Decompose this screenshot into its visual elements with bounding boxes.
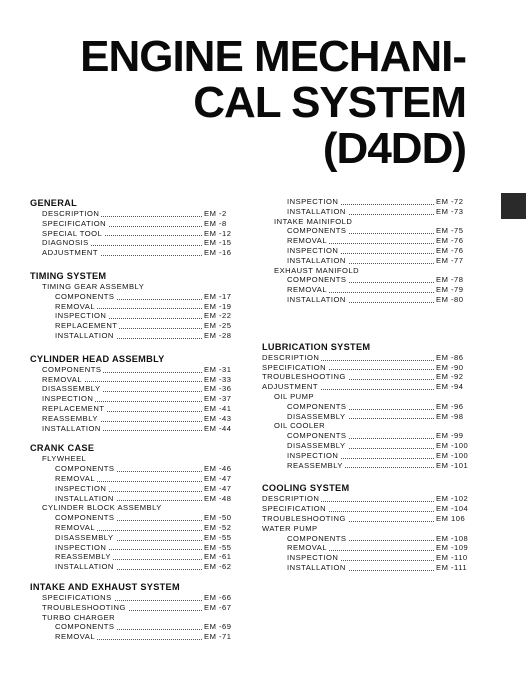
toc-page-number: EM -12 (204, 228, 232, 238)
toc-page-number: EM -109 (436, 543, 469, 553)
toc-entry-label: SPECIFICATION (42, 218, 107, 228)
toc-entry-label: DIAGNOSIS (42, 238, 89, 248)
toc-page-number: EM -79 (436, 285, 464, 295)
spacer (262, 305, 467, 317)
toc-entry[interactable] (30, 603, 235, 613)
toc-page-number: EM -8 (204, 218, 227, 228)
toc-entry-label: INSPECTION (55, 542, 107, 552)
toc-entry-label: DISASSEMBLY (42, 384, 101, 394)
toc-entry[interactable] (262, 207, 467, 217)
toc-page-number: EM -92 (436, 372, 464, 382)
toc-entry-label: INSTALLATION (287, 562, 346, 572)
toc-page-number: EM -66 (204, 592, 232, 602)
section-heading: CYLINDER HEAD ASSEMBLY (30, 353, 165, 364)
toc-page-number: EM -16 (204, 248, 232, 258)
toc-page-number: EM -111 (436, 562, 468, 572)
toc-entry-label: INSTALLATION (287, 255, 346, 265)
toc-entry-label: SPECIFICATIONS (42, 592, 112, 602)
toc-page-number: EM -33 (204, 374, 232, 384)
spacer (262, 470, 467, 482)
toc-entry[interactable] (262, 461, 467, 471)
toc-entry-label: INSTALLATION (287, 206, 346, 216)
toc-subheading-label: FLYWHEEL (42, 454, 87, 464)
toc-page-number: EM -108 (436, 533, 469, 543)
toc-entry-label: SPECIFICATION (262, 362, 327, 372)
toc-page-number: EM -48 (204, 493, 232, 503)
toc-subheading-label: TIMING GEAR ASSEMBLY (42, 281, 145, 291)
toc-entry-label: DISASSEMBLY (287, 440, 346, 450)
toc-entry-label: TROUBLESHOOTING (262, 372, 346, 382)
toc-entry-label: REPLACEMENT (42, 403, 105, 413)
toc-entry-label: INSPECTION (287, 553, 339, 563)
toc-page-number: EM -104 (436, 504, 469, 514)
section-heading: GENERAL (30, 198, 78, 208)
toc-page-number: EM -25 (204, 321, 232, 331)
toc-subheading-label: OIL COOLER (274, 421, 326, 431)
toc-entry-label: INSPECTION (42, 394, 94, 404)
spacer (30, 341, 235, 353)
toc-page-number: EM -46 (204, 464, 232, 474)
toc-entry-label: DISASSEMBLY (55, 532, 114, 542)
toc-entry-label: REMOVAL (287, 236, 328, 246)
toc-page-number: EM -100 (436, 450, 469, 460)
toc-subheading-label: OIL PUMP (274, 391, 315, 401)
section-heading: COOLING SYSTEM (262, 483, 350, 494)
toc-entry-label: INSPECTION (287, 450, 339, 460)
section-heading: INTAKE AND EXHAUST SYSTEM (30, 581, 180, 592)
toc-entry-label: COMPONENTS (55, 464, 115, 474)
toc-entry-label: INSPECTION (55, 311, 107, 321)
toc-entry-label: SPECIFICATION (262, 504, 327, 514)
toc-page-number: EM -73 (436, 206, 464, 216)
toc-subheading-label: EXHAUST MANIFOLD (274, 265, 360, 275)
toc-entry-label: REMOVAL (55, 473, 96, 483)
toc-entry[interactable] (30, 331, 235, 341)
toc-page-number: EM -47 (204, 483, 232, 493)
toc-entry-label: DESCRIPTION (262, 494, 320, 504)
toc-page-number: EM -55 (204, 532, 232, 542)
toc-page-number: EM -31 (204, 364, 232, 374)
section-heading: CRANK CASE (30, 443, 95, 454)
toc-entry-label: COMPONENTS (55, 622, 115, 632)
spacer (30, 433, 235, 442)
toc-page-number: EM -99 (436, 431, 464, 441)
toc-entry[interactable] (262, 295, 467, 305)
toc-entry-label: INSPECTION (287, 197, 339, 206)
chapter-title-line-1: ENGINE MECHANI- (80, 32, 466, 81)
toc-page-number: EM -50 (204, 513, 232, 523)
toc-page-number: EM -94 (436, 382, 464, 392)
toc-entry-label: INSTALLATION (42, 423, 101, 433)
toc-entry-label: COMPONENTS (287, 431, 347, 441)
toc-entry[interactable] (262, 563, 467, 573)
toc-entry-label: REMOVAL (55, 522, 96, 532)
toc-page-number: EM -86 (436, 352, 464, 362)
toc-page-number: EM -62 (204, 562, 232, 572)
toc-page-number: EM -72 (436, 197, 464, 206)
toc-entry-label: INSPECTION (287, 245, 339, 255)
spacer (30, 258, 235, 270)
toc-entry-label: INSTALLATION (55, 493, 114, 503)
toc-page-number: EM -19 (204, 301, 232, 311)
toc-subheading-label: CYLINDER BLOCK ASSEMBLY (42, 503, 162, 513)
toc-entry-label: SPECIAL TOOL (42, 228, 103, 238)
toc-page-number: EM -44 (204, 423, 232, 433)
toc-entry-label: REMOVAL (55, 632, 96, 642)
spacer (262, 317, 467, 329)
toc-page-number: EM -41 (204, 403, 232, 413)
toc-entry-label: INSTALLATION (287, 294, 346, 304)
toc-entry-label: TROUBLESHOOTING (262, 513, 346, 523)
chapter-title-line-3: (D4DD) (322, 124, 466, 173)
toc-page-number: EM -52 (204, 522, 232, 532)
section-tab-marker (501, 193, 526, 219)
chapter-title (80, 34, 466, 172)
toc-page-number: EM -36 (204, 384, 232, 394)
toc-page-number: EM -47 (204, 473, 232, 483)
section-heading: TIMING SYSTEM (30, 270, 107, 281)
toc-entry[interactable] (30, 424, 235, 434)
toc-entry-label: TROUBLESHOOTING (42, 602, 126, 612)
toc-page-number: EM -61 (204, 552, 232, 562)
toc-page-number: EM -90 (436, 362, 464, 372)
toc-entry-label: INSPECTION (55, 483, 107, 493)
chapter-title-line-2: CAL SYSTEM (193, 78, 466, 127)
toc-entry-label: DESCRIPTION (262, 352, 320, 362)
toc-entry-label: REMOVAL (55, 301, 96, 311)
toc-entry-label: REASSEMBLY (42, 413, 98, 423)
toc-entry[interactable] (30, 562, 235, 572)
toc-entry[interactable] (30, 494, 235, 504)
toc-entry[interactable] (262, 256, 467, 266)
toc-page-number: EM -17 (204, 291, 232, 301)
toc-entry-label: COMPONENTS (287, 533, 347, 543)
toc-page-number: EM -37 (204, 394, 232, 404)
toc-page-number: EM -110 (436, 553, 468, 563)
toc-page-number: EM -67 (204, 602, 232, 612)
toc-column-right (262, 197, 467, 573)
toc-entry-label: REMOVAL (42, 374, 83, 384)
toc-page-number: EM -80 (436, 294, 464, 304)
toc-page-number: EM -28 (204, 330, 232, 340)
toc-entry-label: COMPONENTS (287, 226, 347, 236)
toc-page-number: EM -102 (436, 494, 469, 504)
toc-page-number: EM -43 (204, 413, 232, 423)
toc-entry-label: INSTALLATION (55, 330, 114, 340)
toc-entry[interactable] (262, 382, 467, 392)
toc-entry-label: REASSEMBLY (55, 552, 111, 562)
toc-entry[interactable] (262, 514, 467, 524)
toc-page-number: EM -76 (436, 236, 464, 246)
toc-entry[interactable] (262, 412, 467, 422)
spacer (262, 329, 467, 341)
toc-page-number: EM -75 (436, 226, 464, 236)
toc-page-number: EM -22 (204, 311, 232, 321)
toc-subheading (30, 503, 235, 513)
toc-entry[interactable] (30, 248, 235, 258)
toc-entry-label: DISASSEMBLY (287, 411, 346, 421)
toc-entry-label: ADJUSTMENT (42, 248, 99, 258)
spacer (30, 572, 235, 581)
toc-page-number: EM -101 (436, 460, 469, 470)
toc-entry-label: COMPONENTS (55, 291, 115, 301)
toc-subheading-label: WATER PUMP (262, 523, 318, 533)
toc-page-number: EM -78 (436, 275, 464, 285)
toc-entry-label: COMPONENTS (287, 401, 347, 411)
toc-page-number: EM 106 (436, 513, 466, 523)
toc-entry-label: INSTALLATION (55, 562, 114, 572)
toc-entry[interactable] (30, 632, 235, 642)
toc-entry-label: ADJUSTMENT (262, 382, 319, 392)
toc-entry-label: REASSEMBLY (287, 460, 343, 470)
toc-page-number: EM -69 (204, 622, 232, 632)
toc-entry-label: COMPONENTS (55, 513, 115, 523)
toc-subheading (30, 282, 235, 292)
section-heading: LUBRICATION SYSTEM (262, 341, 371, 352)
toc-entry-label: REMOVAL (287, 543, 328, 553)
toc-entry-label: REMOVAL (287, 285, 328, 295)
toc-subheading-label: TURBO CHARGER (42, 612, 116, 622)
toc-column-left (30, 197, 235, 642)
toc-page-number: EM -2 (204, 209, 227, 218)
toc-entry-label: COMPONENTS (42, 364, 102, 374)
toc-page-number: EM -77 (436, 255, 464, 265)
toc-page-number: EM -98 (436, 411, 464, 421)
toc-entry-label: REPLACEMENT (55, 321, 118, 331)
toc-page-number: EM -96 (436, 401, 464, 411)
toc-page-number: EM -76 (436, 245, 464, 255)
toc-page-number: EM -71 (204, 632, 232, 642)
toc-page-number: EM -100 (436, 440, 469, 450)
toc-entry-label: DESCRIPTION (42, 209, 100, 218)
toc-subheading-label: INTAKE MAINIFOLD (274, 216, 353, 226)
toc-page-number: EM -55 (204, 542, 232, 552)
toc-entry-label: COMPONENTS (287, 275, 347, 285)
toc-page-number: EM -15 (204, 238, 232, 248)
